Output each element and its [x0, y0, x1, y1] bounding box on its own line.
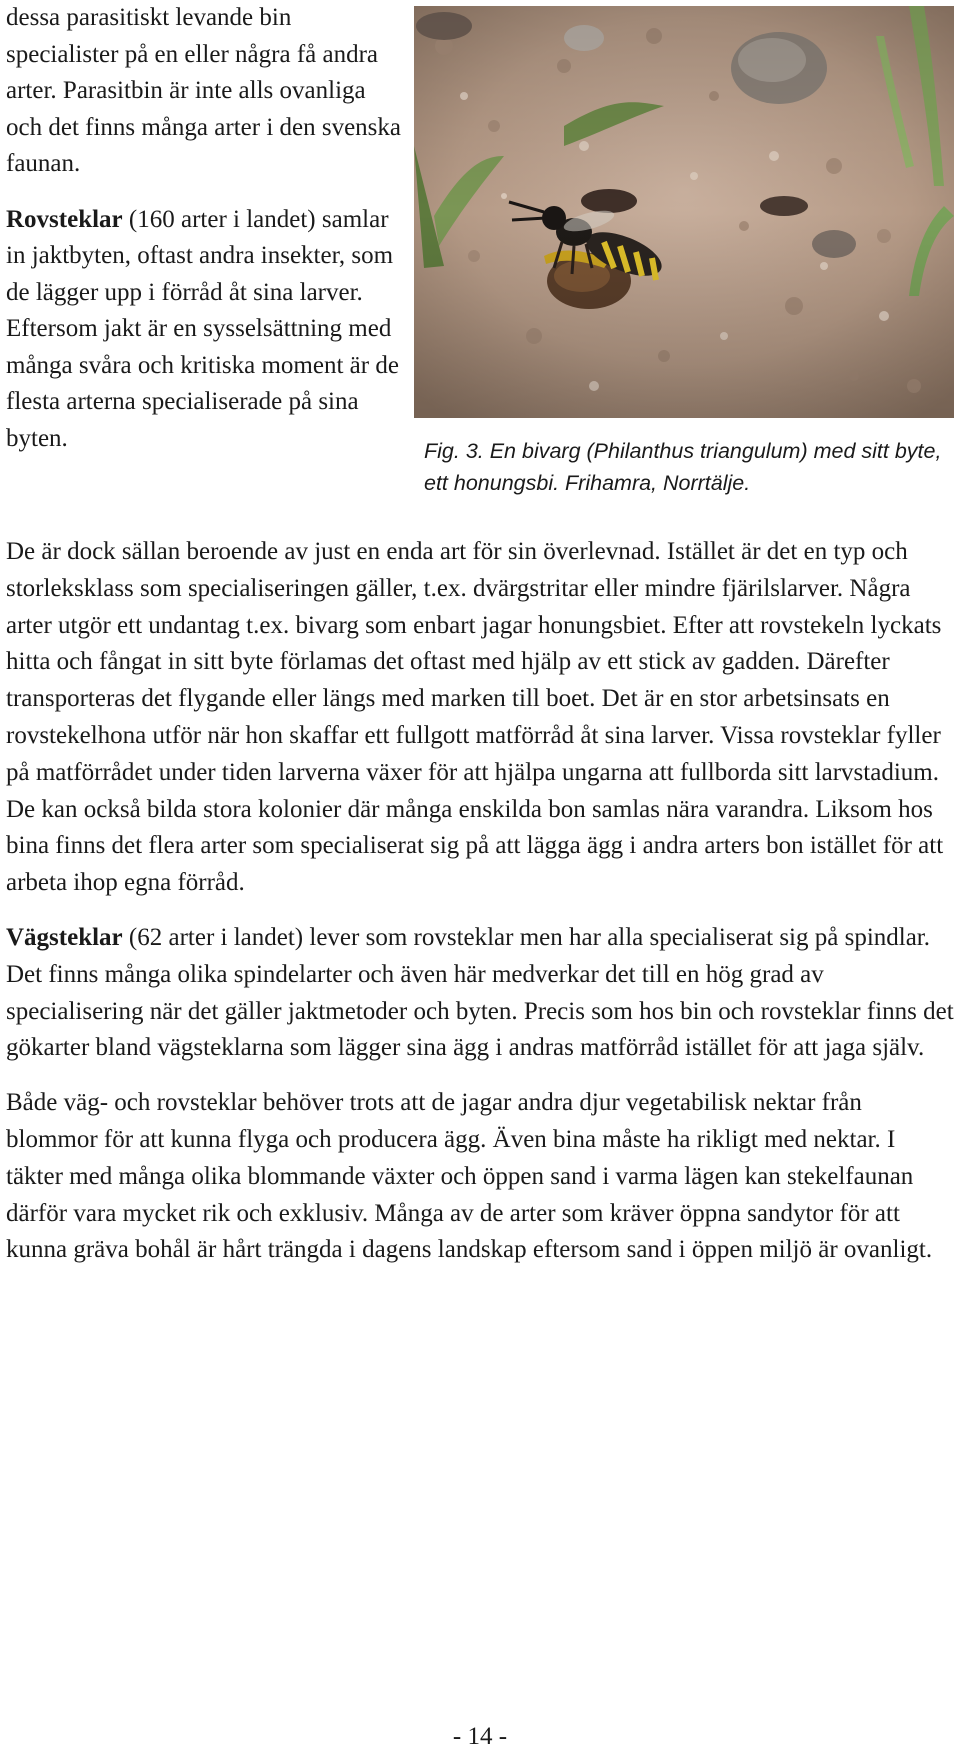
paragraph-nektar: Både väg- och rovsteklar behöver trots att de jagar andra djur vegetabilisk nektar från blommor för att kunna flyga och producera ägg. Även bina måste ha rikligt med nektar. I täkter med många olika blommande växter och öppen sand i varma lägen kan stekelfaunan därför vara mycket rik och exklusiv. Många av de arter som kräver öppna sandytor för att kunna gräva bohål är hårt trängda i dagens landskap eftersom sand i öppen miljö är ovanligt.: [6, 1089, 933, 1264]
paragraph-vagsteklar: [6, 920, 956, 1067]
term-vagsteklar: Vägsteklar: [6, 923, 123, 951]
photo-bivarg-with-honeybee: [414, 6, 954, 418]
vagsteklar-text: (62 arter i landet) lever som rovsteklar men har alla specialiserat sig på spindlar. Det finns många olika spindelarter och även här medverkar det till en hög grad av specialisering när det gäller jaktmetoder och byten. Precis som hos bin och rovsteklar finns det gökarter bland vägsteklarna som lägger sina ägg i andras matförråd istället för att jaga själv.: [6, 923, 954, 1062]
body-text: [6, 534, 956, 1269]
page-number: - 14 -: [452, 1723, 508, 1750]
term-rovsteklar: Rovsteklar: [6, 205, 123, 233]
rovsteklar-text: (160 arter i landet) samlar in jaktbyten, oftast andra insekter, som de lägger upp i förråd åt sina larver. Eftersom jakt är en sysselsättning med många svåra och kritiska moment är de flesta arterna specialiserade på sina byten.: [6, 205, 399, 452]
figure-caption: Fig. 3. En bivarg (Philanthus triangulum) med sitt byte, ett honungsbi. Frihamra, Norrtälje.: [424, 439, 942, 495]
paragraph-rovsteklar-cont: De är dock sällan beroende av just en enda art för sin överlevnad. Istället är det en typ och storleksklass som specialiseringen gäller, t.ex. dvärgstritar eller mindre fjärilslarver. Några arter utgör ett undantag t.ex. bivarg som enbart jagar honungsbiet. Efter att rovstekeln lyckats hitta och fångat in sitt byte förlamas det oftast med hjälp av ett stick av gadden. Därefter transporteras det flygande eller längs med marken till boet. Det är en stor arbetsinsats en rovstekelhona utför när hon skaffar ett fullgott matförråd åt sina larver. Vissa rovsteklar fyller på matförrådet under tiden larverna växer för att hjälpa ungarna att fullborda sitt larvstadium. De kan också bilda stora kolonier där många enskilda bon samlas nära varandra. Liksom hos bina finns det flera arter som specialiserat sig på att lägga ägg i andra arters bon istället för att arbeta ihop egna förråd.: [6, 538, 944, 897]
figure-3: [414, 6, 954, 499]
left-text-column: [6, 0, 406, 457]
paragraph-parasitbin: dessa parasitiskt levande bin specialister på en eller några få andra arter. Parasitbin är inte alls ovanliga och det finns många arter i den svenska faunan.: [6, 4, 402, 177]
paragraph-rovsteklar: [6, 202, 406, 458]
